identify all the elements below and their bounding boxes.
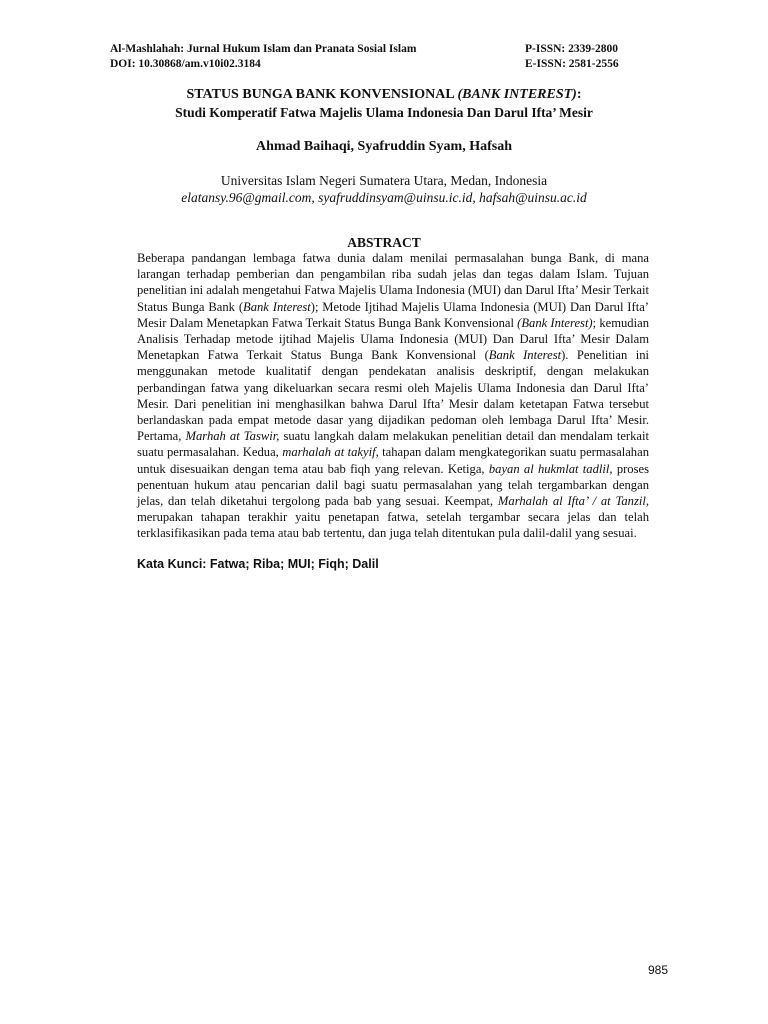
running-header	[110, 42, 635, 72]
author-list: Ahmad Baihaqi, Syafruddin Syam, Hafsah	[256, 139, 512, 154]
abstract-segment: proses penentuan hukum atau pencarian dalil bagi suatu permasalahan yang telah tergambarkan dengan jelas, dan telah diketahui tergolong pada bab yang sesuai. Keempat,	[137, 461, 649, 509]
abstract-segment: , merupakan tahapan terakhir yaitu penetapan fatwa, setelah tergambar secara jelas dan telah terklasifikasikan pada tema atau bab tertentu, dan juga telah ditentukan pula dalil-dalil yang sesuai.	[137, 494, 649, 541]
abstract-segment: ); Metode Ijtihad Majelis Ulama Indonesia (MUI) Dan Darul Ifta’ Mesir Dalam Menetapkan Fatwa Terkait Status Bunga Bank Konvensional	[137, 299, 649, 330]
abstract-segment: ). Penelitian ini menggunakan metode kualitatif dengan pendekatan analisis deskriptif, dengan melakukan perbandingan fatwa yang dikeluarkan secara resmi oleh Majelis Ulama Indonesia dan Darul Ifta’ Mesir. Dari penelitian ini menghasilkan bahwa Darul Ifta’ Mesir dalam ketetapan Fatwa tersebut berlandaskan pada empat metode dasar yang dijadikan pedoman oleh lembaga Darul Ifta’ Mesir. Pertama,	[137, 348, 649, 444]
electronic-issn: E-ISSN: 2581-2556	[525, 58, 619, 70]
abstract-italic-term: marhalah at takyif,	[282, 445, 379, 460]
abstract-italic-term: Marhah at Taswir,	[185, 429, 280, 444]
abstract-segment: Beberapa pandangan lembaga fatwa dunia dalam menilai permasalahan bunga Bank, di mana larangan terhadap pemberian dan pengambilan riba sudah jelas dan tegas dalam Islam. Tujuan penelitian ini adalah mengetahui Fatwa Majelis Ulama Indonesia (MUI) dan Darul Ifta’ Mesir Terkait Status Bunga Bank (	[137, 251, 649, 314]
abstract-italic-term: Marhalah al Ifta’ / at Tanzil	[497, 494, 646, 509]
author-emails: elatansy.96@gmail.com, syafruddinsyam@uinsu.ic.id, hafsah@uinsu.ac.id	[181, 190, 587, 205]
article-doi: DOI: 10.30868/am.v10i02.3184	[110, 58, 261, 70]
abstract-heading: ABSTRACT	[347, 235, 421, 250]
abstract-italic-term: Bank Interest	[243, 299, 311, 314]
article-subtitle: Studi Komperatif Fatwa Majelis Ulama Indonesia Dan Darul Ifta’ Mesir	[175, 105, 593, 120]
page-number: 985	[648, 963, 669, 977]
abstract-italic-term: (Bank Interest)	[517, 315, 593, 330]
abstract-segment: ; kemudian Analisis Terhadap metode ijtihad Majelis Ulama Indonesia (MUI) Dan Darul Ifta’ Mesir Dalam Menetapkan Fatwa Terkait Status Bunga Bank Konvensional (	[137, 315, 649, 363]
print-issn: P-ISSN: 2339-2800	[525, 43, 618, 55]
title-italic: (BANK INTEREST)	[457, 87, 577, 102]
abstract-text	[137, 250, 649, 542]
article-title	[0, 86, 768, 104]
abstract-segment: suatu langkah dalam melakukan penelitian detail dan mendalam terkait suatu permasalahan. Kedua,	[137, 429, 650, 460]
author-affiliation: Universitas Islam Negeri Sumatera Utara, Medan, Indonesia	[220, 173, 548, 188]
journal-name: Al-Mashlahah: Jurnal Hukum Islam dan Pranata Sosial Islam	[110, 43, 417, 55]
title-main: STATUS BUNGA BANK KONVENSIONAL	[186, 87, 458, 102]
keywords-line: Kata Kunci: Fatwa; Riba; MUI; Fiqh; Dalil	[137, 557, 379, 571]
abstract-italic-term: bayan al hukmlat tadlil,	[488, 461, 613, 476]
abstract-segment: tahapan dalam mengkategorikan suatu permasalahan untuk disesuaikan dengan tema atau bab fiqh yang relevan. Ketiga,	[137, 445, 649, 476]
abstract-italic-term: Bank Interest	[488, 348, 562, 363]
title-colon: :	[576, 87, 582, 102]
